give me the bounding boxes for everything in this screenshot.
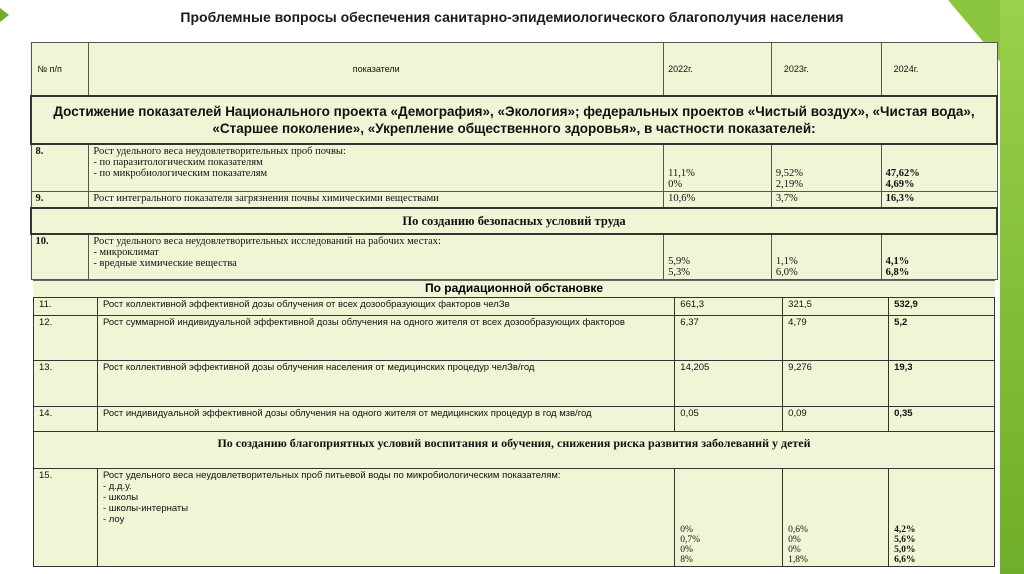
value-2023 bbox=[771, 144, 881, 192]
value-2022 bbox=[664, 144, 772, 192]
value: 5,9% bbox=[668, 256, 690, 267]
value-2022: 0,05 bbox=[675, 407, 783, 432]
table-row bbox=[34, 407, 995, 432]
section-heading-row bbox=[31, 96, 997, 144]
value: 0% bbox=[788, 535, 801, 545]
row-text bbox=[97, 468, 674, 566]
value-2024: 5,2 bbox=[889, 316, 995, 360]
value: 0% bbox=[668, 179, 683, 190]
section-heading: Достижение показателей Национального проекта «Демография», «Экология»; федеральных проектов «Чистый воздух», «Чистая вода», «Старшее поколение», «Укрепление общественного здоровья», в частности показателей: bbox=[31, 96, 997, 144]
indicators-table-bottom bbox=[33, 297, 995, 567]
row-line: Рост удельного веса неудовлетворительных исследований на рабочих местах: bbox=[93, 236, 441, 247]
value: 8% bbox=[680, 555, 693, 565]
value-2023 bbox=[783, 468, 889, 566]
value: 9,52% bbox=[775, 168, 803, 179]
value-2023: 0,09 bbox=[783, 407, 889, 432]
value: 0,6% bbox=[788, 525, 808, 535]
value: 5,3% bbox=[668, 267, 690, 278]
row-num: 12. bbox=[34, 316, 98, 360]
value-2023: 4,79 bbox=[783, 316, 889, 360]
table-row bbox=[34, 360, 995, 406]
value: 4,69% bbox=[885, 179, 915, 190]
row-text bbox=[89, 144, 664, 192]
value-2024 bbox=[889, 468, 995, 566]
row-line: - д.д.у. bbox=[102, 480, 132, 492]
indicators-table-top bbox=[30, 42, 998, 280]
value-2023: 3,7% bbox=[771, 192, 881, 209]
value-2022: 6,37 bbox=[675, 316, 783, 360]
row-text: Рост коллективной эффективной дозы облучения населения от медицинских процедур челЗв/год bbox=[97, 360, 674, 406]
value: 4,1% bbox=[885, 256, 910, 267]
header-num: № п/п bbox=[31, 43, 89, 97]
value: 2,19% bbox=[775, 179, 803, 190]
value-2023 bbox=[771, 234, 881, 280]
row-text bbox=[89, 234, 664, 280]
table-row bbox=[34, 298, 995, 316]
value-2024: 532,9 bbox=[889, 298, 995, 316]
row-num: 15. bbox=[34, 468, 98, 566]
value: 1,1% bbox=[775, 256, 798, 267]
value-2022: 14,205 bbox=[675, 360, 783, 406]
row-text: Рост суммарной индивидуальной эффективной дозы облучения на одного жителя от всех дозообразующих факторов bbox=[97, 316, 674, 360]
value: 6,6% bbox=[894, 555, 916, 565]
value: 0% bbox=[788, 545, 801, 555]
value: 6,8% bbox=[885, 267, 910, 278]
row-num: 11. bbox=[34, 298, 98, 316]
row-line: - по паразитологическим показателям bbox=[93, 157, 263, 168]
header-2023: 2023г. bbox=[771, 43, 881, 97]
section-heading-row bbox=[31, 208, 997, 234]
table-row bbox=[31, 234, 997, 280]
value: 0% bbox=[680, 525, 693, 535]
section-heading: По созданию благоприятных условий воспитания и обучения, снижения риска развития заболеваний у детей bbox=[34, 431, 995, 468]
row-num: 10. bbox=[31, 234, 89, 280]
row-text: Рост коллективной эффективной дозы облучения от всех дозообразующих факторов челЗв bbox=[97, 298, 674, 316]
value-2023: 9,276 bbox=[783, 360, 889, 406]
row-line: - школы-интернаты bbox=[102, 502, 189, 514]
row-line: - микроклимат bbox=[93, 247, 159, 258]
row-line: - школы bbox=[102, 491, 139, 503]
row-line: - по микробиологическим показателям bbox=[93, 168, 268, 179]
table-row bbox=[31, 192, 997, 209]
row-text: Рост интегрального показателя загрязнения почвы химическими веществами bbox=[89, 192, 664, 209]
section-heading: По созданию безопасных условий труда bbox=[31, 208, 997, 234]
row-text: Рост индивидуальной эффективной дозы облучения на одного жителя от медицинских процедур в год мзв/год bbox=[97, 407, 674, 432]
value: 4,2% bbox=[894, 525, 916, 535]
value-2024: 19,3 bbox=[889, 360, 995, 406]
value: 47,62% bbox=[885, 168, 920, 179]
value: 1,8% bbox=[788, 555, 808, 565]
value: 0,7% bbox=[680, 535, 701, 545]
row-line: Рост удельного веса неудовлетворительных проб почвы: bbox=[93, 146, 346, 157]
row-num: 8. bbox=[31, 144, 89, 192]
value-2022 bbox=[664, 234, 772, 280]
value: 0% bbox=[680, 545, 693, 555]
table-row bbox=[31, 144, 997, 192]
section-heading-radiation: По радиационной обстановке bbox=[33, 280, 995, 297]
table-header-row bbox=[31, 43, 997, 97]
row-line: - вредные химические вещества bbox=[93, 258, 237, 269]
value-2023: 321,5 bbox=[783, 298, 889, 316]
value: 11,1% bbox=[668, 168, 695, 179]
table-row bbox=[34, 468, 995, 566]
row-line: Рост удельного веса неудовлетворительных проб питьевой воды по микробиологическим показателям: bbox=[102, 469, 561, 481]
table-row bbox=[34, 316, 995, 360]
row-num: 9. bbox=[31, 192, 89, 209]
value-2024 bbox=[881, 144, 997, 192]
value: 5,6% bbox=[894, 535, 916, 545]
row-num: 14. bbox=[34, 407, 98, 432]
row-line: - лоу bbox=[102, 513, 125, 525]
page-title: Проблемные вопросы обеспечения санитарно-эпидемиологического благополучия населения bbox=[180, 9, 844, 25]
row-num: 13. bbox=[34, 360, 98, 406]
value-2024: 0,35 bbox=[889, 407, 995, 432]
value: 6,0% bbox=[775, 267, 798, 278]
section-heading-row bbox=[34, 431, 995, 468]
decorative-side-bar bbox=[1000, 0, 1024, 574]
value-2022: 10,6% bbox=[664, 192, 772, 209]
header-indicators: показатели bbox=[89, 43, 664, 97]
value-2024: 16,3% bbox=[881, 192, 997, 209]
header-2024: 2024г. bbox=[881, 43, 997, 97]
header-2022: 2022г. bbox=[664, 43, 772, 97]
value-2022: 661,3 bbox=[675, 298, 783, 316]
value: 5,0% bbox=[894, 545, 916, 555]
value-2024 bbox=[881, 234, 997, 280]
value-2022 bbox=[675, 468, 783, 566]
